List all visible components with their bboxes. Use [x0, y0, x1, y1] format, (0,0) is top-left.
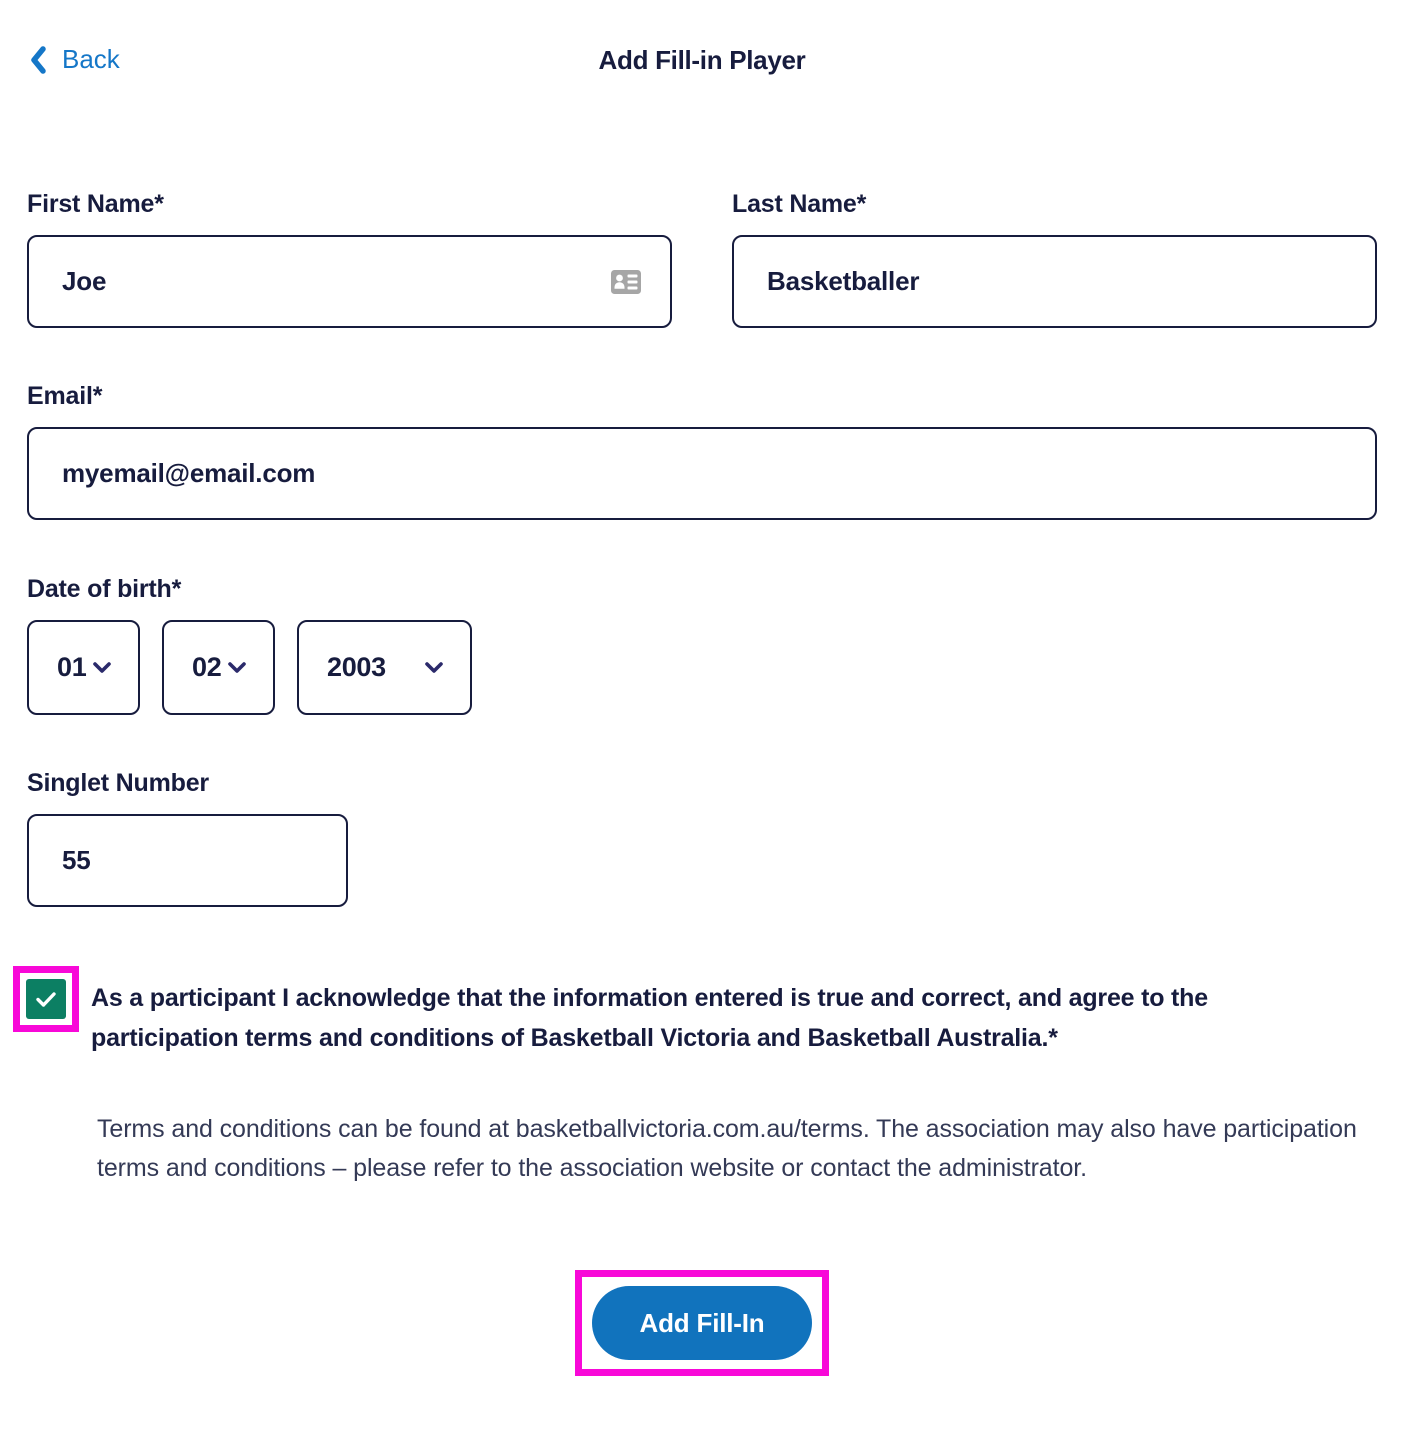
topbar [27, 44, 1377, 78]
page-title: Add Fill-in Player [598, 45, 806, 75]
email-input-box [27, 427, 1377, 520]
first-name-field [27, 190, 672, 328]
acknowledgement-text: As a participant I acknowledge that the information entered is true and correct, and agree to the participation terms and conditions of Basketball Victoria and Basketball Australia.* [91, 984, 1208, 1052]
dob-year-select[interactable] [297, 620, 472, 715]
terms-checkbox[interactable] [26, 979, 66, 1019]
singlet-number-input[interactable] [62, 845, 318, 876]
button-highlight-annotation [575, 1270, 829, 1376]
terms-note: Terms and conditions can be found at basketballvictoria.com.au/terms. The association may also have participation terms and conditions – please refer to the association website or contact the administrator. [97, 1115, 1357, 1182]
email-field [27, 382, 1377, 520]
dob-day-value: 01 [57, 652, 87, 682]
dob-day-select[interactable] [27, 620, 140, 715]
first-name-input[interactable] [62, 266, 610, 297]
add-fill-in-button[interactable]: Add Fill-In [592, 1286, 812, 1360]
chevron-down-icon [92, 661, 112, 674]
singlet-number-input-box [27, 814, 348, 907]
chevron-down-icon [227, 661, 247, 674]
first-name-input-box [27, 235, 672, 328]
submit-area [27, 1270, 1377, 1376]
dob-month-value: 02 [192, 652, 222, 682]
last-name-field [732, 190, 1377, 328]
last-name-label: Last Name* [732, 190, 867, 218]
chevron-down-icon [424, 661, 444, 674]
first-name-label: First Name* [27, 190, 164, 218]
last-name-input-box [732, 235, 1377, 328]
email-input[interactable] [62, 458, 1347, 489]
dob-label: Date of birth* [27, 575, 182, 603]
chevron-left-icon [29, 45, 47, 75]
email-label: Email* [27, 382, 103, 410]
checkbox-highlight-annotation [13, 966, 79, 1032]
acknowledgement-row [27, 966, 1377, 1058]
dob-year-value: 2003 [327, 652, 386, 682]
dob-month-select[interactable] [162, 620, 275, 715]
name-row [27, 190, 1377, 328]
checkmark-icon [35, 991, 57, 1008]
singlet-number-field [27, 769, 1377, 907]
singlet-number-label: Singlet Number [27, 769, 209, 797]
dob-field [27, 575, 1377, 715]
contact-card-icon[interactable] [610, 268, 642, 296]
dob-selects [27, 620, 1377, 715]
last-name-input[interactable] [767, 266, 1347, 297]
back-label: Back [62, 44, 120, 74]
back-button[interactable] [29, 44, 120, 75]
